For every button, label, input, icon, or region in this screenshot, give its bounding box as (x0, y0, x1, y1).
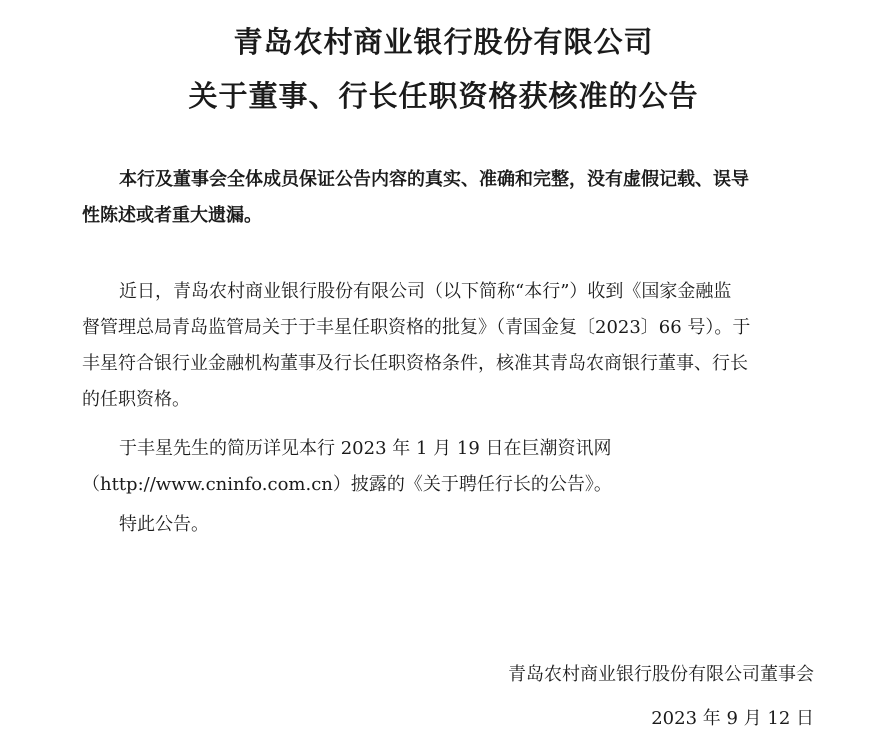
body-line: 督管理总局青岛监管局关于于丰星任职资格的批复》（青国金复〔2023〕66 号）。于 (82, 317, 751, 338)
closing-paragraph (82, 507, 814, 543)
body-line: 于丰星先生的简历详见本行 2023 年 1 月 19 日在巨潮资讯网 (119, 438, 612, 459)
announcement-title: 关于董事、行长任职资格获核准的公告 (188, 79, 699, 113)
closing-line: 特此公告。 (119, 514, 209, 535)
body-line: 丰星符合银行业金融机构董事及行长任职资格条件，核准其青岛农商银行董事、行长 (82, 353, 748, 374)
statement-line: 性陈述或者重大遗漏。 (82, 205, 262, 226)
body-paragraph-resume (82, 431, 814, 503)
announcement-date: 2023 年 9 月 12 日 (651, 708, 814, 729)
company-name-title: 青岛农村商业银行股份有限公司 (233, 25, 654, 59)
body-line: 的任职资格。 (82, 389, 190, 410)
body-line-link: （http://www.cninfo.com.cn）披露的《关于聘任行长的公告》。 (82, 474, 612, 495)
statement-line: 本行及董事会全体成员保证公告内容的真实、准确和完整，没有虚假记载、误导 (119, 169, 749, 190)
board-statement (82, 162, 814, 234)
body-paragraph-approval (82, 274, 814, 418)
signatory: 青岛农村商业银行股份有限公司董事会 (508, 664, 814, 685)
body-line: 近日，青岛农村商业银行股份有限公司（以下简称“本行”）收到《国家金融监 (119, 281, 732, 302)
